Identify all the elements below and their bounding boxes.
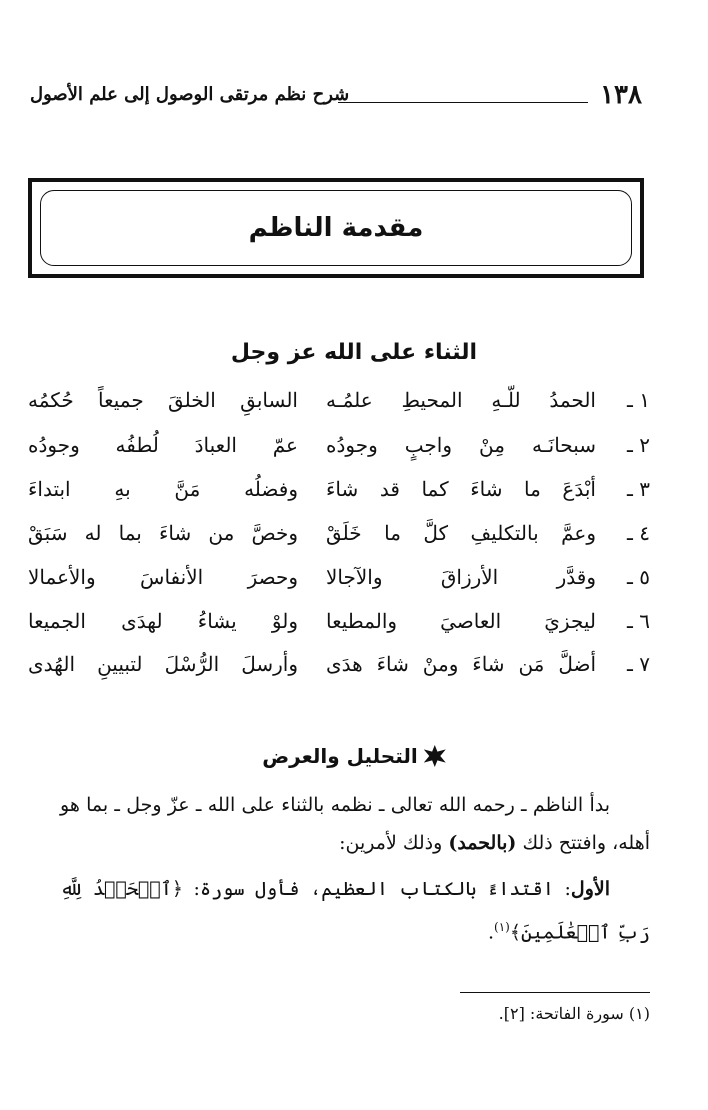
verse-row: [28, 515, 650, 555]
emphasized-term: (بالحمد): [448, 832, 517, 854]
verse-second-hemistich: وفضلُه مَنَّ بهِ ابتداءَ: [28, 477, 298, 501]
footnote-separator: [460, 992, 650, 993]
analysis-heading-text: التحليل والعرض: [262, 744, 418, 768]
paragraph-text: بدأ الناظم ـ رحمه الله تعالى ـ نظمه بالثناء على الله ـ عزّ وجل ـ بما هو أهله، وافتتح ذلك: [60, 794, 650, 854]
verse-first-hemistich: سبحانَـه مِنْ واجبٍ وجودُه: [326, 433, 596, 457]
verse-second-hemistich: ولوْ يشاءُ لهدَى الجميعا: [28, 609, 298, 633]
running-title: شرح نظم مرتقى الوصول إلى علم الأصول: [30, 84, 350, 105]
body-paragraph: [60, 870, 650, 951]
verse-first-hemistich: وعمَّ بالتكليفِ كلَّ ما خَلَقْ: [326, 521, 596, 545]
verse-number: ٤ ـ: [627, 521, 650, 545]
verse-first-hemistich: الحمدُ للّـهِ المحيطِ علمُـه: [326, 388, 596, 412]
analysis-heading: [0, 744, 708, 768]
verse-second-hemistich: وخصَّ من شاءَ بما له سَبَقْ: [28, 521, 298, 545]
footnote-reference[interactable]: (١): [494, 920, 510, 934]
verse-second-hemistich: وأرسلَ الرُّسْلَ لتبيينِ الهُدى: [28, 652, 298, 676]
verse-number: ٣ ـ: [627, 477, 650, 501]
verse-row: [28, 427, 650, 467]
paragraph-text: : اقتداءً بالكتاب العظيم، فأول سورة: ﴿ٱلۡحَمۡدُ لِلَّهِ رَبِّ ٱلۡعَٰلَمِينَ﴾: [60, 878, 650, 944]
verse-row: [28, 471, 650, 511]
verse-row: [28, 603, 650, 643]
page-number: ١٣٨: [600, 80, 642, 110]
header-rule: [338, 102, 588, 103]
verse-first-hemistich: وقدَّر الأرزاقَ والآجالا: [326, 565, 596, 589]
floral-ornament-icon: [424, 745, 446, 767]
paragraph-end: .: [487, 921, 494, 944]
verse-second-hemistich: وحصرَ الأنفاسَ والأعمالا: [28, 565, 298, 589]
verse-second-hemistich: السابقِ الخلقَ جميعاً حُكمُه: [28, 388, 298, 412]
verse-number: ٥ ـ: [627, 565, 650, 589]
verse-number: ٦ ـ: [627, 609, 650, 633]
body-paragraph: [60, 786, 650, 862]
verse-number: ٢ ـ: [627, 433, 650, 457]
verse-row: [28, 646, 650, 686]
verse-number: ٧ ـ: [627, 652, 650, 676]
verse-number: ١ ـ: [627, 388, 650, 412]
subheading: الثناء على الله عز وجل: [230, 340, 478, 365]
paragraph-text: وذلك لأمرين:: [339, 832, 443, 854]
verse-second-hemistich: عمّ العبادَ لُطفُه وجودُه: [28, 433, 298, 457]
verse-row: [28, 382, 650, 422]
section-title-frame: [28, 178, 644, 278]
footnote: (١) سورة الفاتحة: [٢].: [498, 1004, 650, 1023]
section-title-inner-frame: [40, 190, 632, 266]
page-header: [30, 78, 650, 112]
verse-row: [28, 559, 650, 599]
verse-first-hemistich: أضلَّ مَن شاءَ ومنْ شاءَ هدَى: [326, 652, 596, 676]
point-label: الأول: [570, 878, 610, 900]
verse-first-hemistich: ليجزيَ العاصيَ والمطيعا: [326, 609, 596, 633]
verse-first-hemistich: أبْدَعَ ما شاءَ كما قد شاءَ: [326, 477, 596, 501]
section-title: مقدمة الناظم: [248, 213, 424, 243]
